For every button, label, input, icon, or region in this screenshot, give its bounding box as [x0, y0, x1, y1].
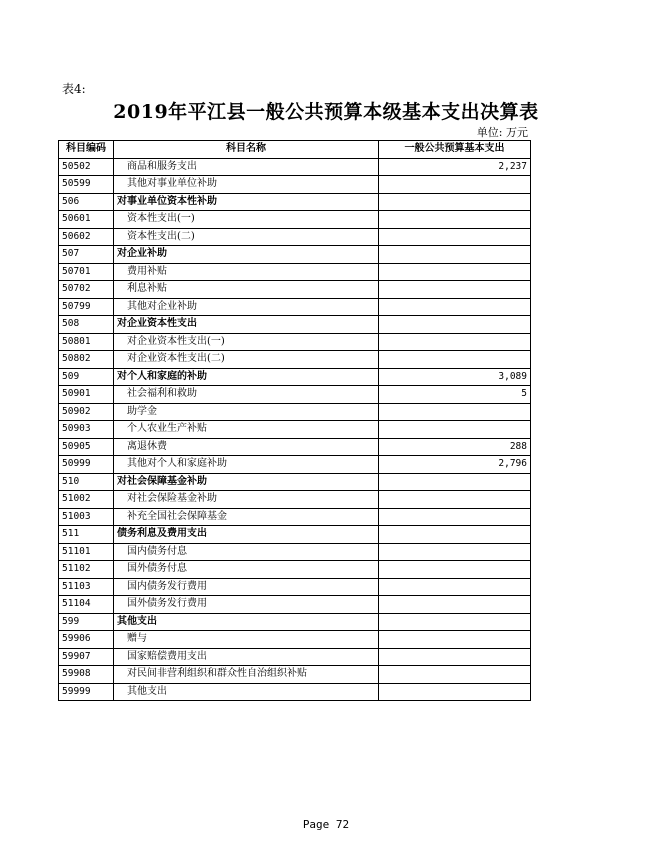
table-row — [59, 648, 531, 666]
cell-amount: 2,237 — [379, 158, 531, 176]
cell-code: 599 — [59, 613, 114, 631]
table-row-category — [59, 526, 531, 544]
cell-amount — [379, 491, 531, 509]
table-row — [59, 578, 531, 596]
cell-amount — [379, 316, 531, 334]
cell-amount — [379, 298, 531, 316]
cell-code: 50801 — [59, 333, 114, 351]
table-row — [59, 438, 531, 456]
cell-code: 50602 — [59, 228, 114, 246]
cell-code: 506 — [59, 193, 114, 211]
table-row — [59, 666, 531, 684]
cell-name: 对事业单位资本性补助 — [114, 193, 379, 211]
cell-name: 国外债务发行费用 — [114, 596, 379, 614]
cell-code: 50901 — [59, 386, 114, 404]
table-row-category — [59, 316, 531, 334]
cell-name: 资本性支出(一) — [114, 211, 379, 229]
cell-amount — [379, 333, 531, 351]
cell-amount — [379, 543, 531, 561]
table-row — [59, 631, 531, 649]
table-row — [59, 508, 531, 526]
cell-amount — [379, 561, 531, 579]
cell-code: 50999 — [59, 456, 114, 474]
cell-amount: 288 — [379, 438, 531, 456]
table-row — [59, 596, 531, 614]
cell-code: 50702 — [59, 281, 114, 299]
cell-code: 50799 — [59, 298, 114, 316]
cell-name: 离退休费 — [114, 438, 379, 456]
cell-code: 511 — [59, 526, 114, 544]
cell-name: 助学金 — [114, 403, 379, 421]
cell-code: 50802 — [59, 351, 114, 369]
page-title: 2019年平江县一般公共预算本级基本支出决算表 — [113, 101, 539, 123]
table-row-category — [59, 473, 531, 491]
cell-amount: 3,089 — [379, 368, 531, 386]
table-row — [59, 333, 531, 351]
cell-amount — [379, 526, 531, 544]
cell-code: 507 — [59, 246, 114, 264]
cell-amount — [379, 211, 531, 229]
table-row — [59, 386, 531, 404]
cell-name: 利息补贴 — [114, 281, 379, 299]
cell-name: 费用补贴 — [114, 263, 379, 281]
cell-name: 其他对个人和家庭补助 — [114, 456, 379, 474]
cell-amount — [379, 473, 531, 491]
cell-amount: 5 — [379, 386, 531, 404]
cell-code: 59908 — [59, 666, 114, 684]
cell-amount — [379, 613, 531, 631]
cell-name: 债务利息及费用支出 — [114, 526, 379, 544]
cell-amount: 2,796 — [379, 456, 531, 474]
cell-amount — [379, 193, 531, 211]
table-number-label: 表4: — [62, 82, 86, 96]
column-header-amount: 一般公共预算基本支出 — [379, 141, 531, 159]
cell-amount — [379, 508, 531, 526]
table-row — [59, 456, 531, 474]
cell-amount — [379, 666, 531, 684]
cell-name: 对社会保险基金补助 — [114, 491, 379, 509]
cell-code: 59907 — [59, 648, 114, 666]
cell-amount — [379, 631, 531, 649]
cell-code: 50601 — [59, 211, 114, 229]
table-header-row — [59, 141, 531, 159]
cell-amount — [379, 263, 531, 281]
cell-amount — [379, 176, 531, 194]
cell-amount — [379, 421, 531, 439]
table-row — [59, 403, 531, 421]
cell-code: 51104 — [59, 596, 114, 614]
table-row — [59, 228, 531, 246]
table-row — [59, 176, 531, 194]
cell-name: 赠与 — [114, 631, 379, 649]
cell-name: 对企业资本性支出(二) — [114, 351, 379, 369]
cell-name: 国内债务发行费用 — [114, 578, 379, 596]
cell-code: 51102 — [59, 561, 114, 579]
cell-name: 社会福利和救助 — [114, 386, 379, 404]
cell-code: 510 — [59, 473, 114, 491]
cell-name: 补充全国社会保障基金 — [114, 508, 379, 526]
table-row — [59, 351, 531, 369]
table-row-category — [59, 613, 531, 631]
table-row-category — [59, 368, 531, 386]
cell-name: 国内债务付息 — [114, 543, 379, 561]
table-row-category — [59, 246, 531, 264]
cell-code: 59906 — [59, 631, 114, 649]
cell-amount — [379, 403, 531, 421]
table-row — [59, 561, 531, 579]
cell-name: 对企业资本性支出(一) — [114, 333, 379, 351]
cell-name: 资本性支出(二) — [114, 228, 379, 246]
cell-name: 对企业补助 — [114, 246, 379, 264]
cell-name: 对个人和家庭的补助 — [114, 368, 379, 386]
table-row — [59, 281, 531, 299]
table-body — [59, 158, 531, 701]
cell-amount — [379, 648, 531, 666]
cell-amount — [379, 578, 531, 596]
cell-name: 对社会保障基金补助 — [114, 473, 379, 491]
budget-table — [58, 140, 531, 701]
table-row — [59, 421, 531, 439]
table-row — [59, 543, 531, 561]
cell-code: 51003 — [59, 508, 114, 526]
cell-amount — [379, 351, 531, 369]
cell-amount — [379, 246, 531, 264]
cell-name: 国家赔偿费用支出 — [114, 648, 379, 666]
cell-code: 50599 — [59, 176, 114, 194]
table-row — [59, 298, 531, 316]
cell-code: 59999 — [59, 683, 114, 701]
cell-name: 对民间非营利组织和群众性自治组织补贴 — [114, 666, 379, 684]
cell-code: 50701 — [59, 263, 114, 281]
cell-name: 对企业资本性支出 — [114, 316, 379, 334]
table-row — [59, 158, 531, 176]
unit-label: 单位: 万元 — [476, 126, 528, 139]
cell-amount — [379, 281, 531, 299]
cell-name: 商品和服务支出 — [114, 158, 379, 176]
cell-code: 509 — [59, 368, 114, 386]
table-row — [59, 491, 531, 509]
cell-amount — [379, 596, 531, 614]
table-row-category — [59, 193, 531, 211]
cell-name: 其他对企业补助 — [114, 298, 379, 316]
cell-code: 50902 — [59, 403, 114, 421]
table-row — [59, 683, 531, 701]
cell-name: 其他支出 — [114, 683, 379, 701]
cell-name: 其他对事业单位补助 — [114, 176, 379, 194]
cell-amount — [379, 683, 531, 701]
cell-name: 其他支出 — [114, 613, 379, 631]
cell-code: 51002 — [59, 491, 114, 509]
table-row — [59, 211, 531, 229]
cell-code: 51101 — [59, 543, 114, 561]
page-number: Page 72 — [302, 818, 350, 831]
cell-name: 国外债务付息 — [114, 561, 379, 579]
cell-name: 个人农业生产补贴 — [114, 421, 379, 439]
cell-code: 508 — [59, 316, 114, 334]
cell-code: 50903 — [59, 421, 114, 439]
cell-code: 51103 — [59, 578, 114, 596]
column-header-name: 科目名称 — [114, 141, 379, 159]
cell-code: 50502 — [59, 158, 114, 176]
cell-code: 50905 — [59, 438, 114, 456]
cell-amount — [379, 228, 531, 246]
table-row — [59, 263, 531, 281]
column-header-code: 科目编码 — [59, 141, 114, 159]
